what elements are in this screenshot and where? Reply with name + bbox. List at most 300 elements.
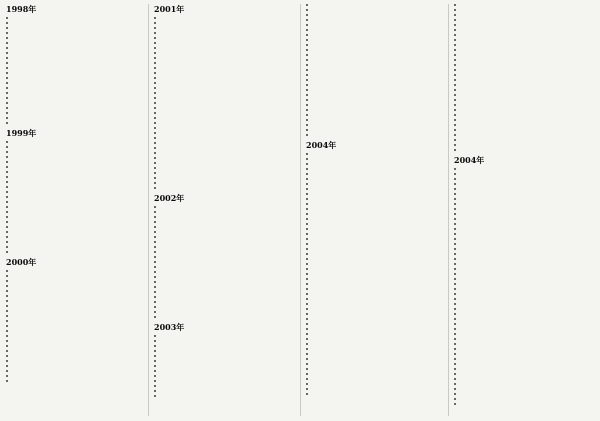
year-heading: 2000年 (6, 257, 37, 267)
bullet-icon (306, 323, 308, 325)
timeline-entry (451, 138, 597, 142)
bullet-icon (454, 39, 456, 41)
bullet-icon (306, 393, 308, 395)
bullet-icon (6, 330, 8, 332)
timeline-entry (451, 23, 597, 27)
bullet-icon (306, 283, 308, 285)
bullet-icon (454, 263, 456, 265)
bullet-icon (306, 353, 308, 355)
timeline-entry (151, 46, 297, 50)
timeline-entry (3, 101, 146, 105)
timeline-entry (3, 96, 146, 100)
bullet-icon (454, 373, 456, 375)
bullet-icon (6, 82, 8, 84)
timeline-entry (3, 274, 146, 278)
bullet-icon (154, 47, 156, 49)
timeline-entry (151, 86, 297, 90)
timeline-entry (303, 83, 446, 87)
timeline-entry (451, 387, 597, 391)
year-section (303, 3, 446, 137)
bullet-icon (454, 273, 456, 275)
timeline-entry (151, 31, 297, 35)
bullet-icon (154, 221, 156, 223)
timeline-entry (303, 103, 446, 107)
timeline-entry (151, 285, 297, 289)
bullet-icon (454, 218, 456, 220)
bullet-icon (454, 14, 456, 16)
bullet-icon (306, 153, 308, 155)
timeline-entry (151, 81, 297, 85)
timeline-entry (151, 121, 297, 125)
timeline-entry (303, 287, 446, 291)
bullet-icon (154, 306, 156, 308)
bullet-icon (454, 278, 456, 280)
timeline-entry (451, 237, 597, 241)
bullet-icon (6, 107, 8, 109)
column-divider (300, 4, 301, 416)
year-section (151, 322, 297, 398)
timeline-entry (3, 86, 146, 90)
timeline-entry (303, 247, 446, 251)
bullet-icon (6, 246, 8, 248)
bullet-icon (154, 77, 156, 79)
bullet-icon (6, 52, 8, 54)
bullet-icon (306, 193, 308, 195)
bullet-icon (154, 355, 156, 357)
bullet-icon (154, 187, 156, 189)
bullet-icon (154, 87, 156, 89)
bullet-icon (154, 206, 156, 208)
bullet-icon (454, 34, 456, 36)
bullet-icon (306, 243, 308, 245)
timeline-entry (3, 329, 146, 333)
bullet-icon (6, 67, 8, 69)
bullet-icon (454, 388, 456, 390)
bullet-icon (454, 328, 456, 330)
timeline-entry (151, 250, 297, 254)
bullet-icon (154, 102, 156, 104)
bullet-icon (306, 163, 308, 165)
timeline-entry (151, 66, 297, 70)
timeline-entry (303, 357, 446, 361)
bullet-icon (6, 92, 8, 94)
timeline-entry (303, 8, 446, 12)
timeline-entry (451, 98, 597, 102)
timeline-entry (451, 8, 597, 12)
bullet-icon (306, 258, 308, 260)
bullet-icon (154, 370, 156, 372)
timeline-entry (303, 317, 446, 321)
timeline-entry (451, 232, 597, 236)
bullet-icon (6, 161, 8, 163)
timeline-entry (303, 257, 446, 261)
timeline-entry (151, 379, 297, 383)
timeline-entry (303, 23, 446, 27)
timeline-entry (151, 56, 297, 60)
timeline-entry (451, 322, 597, 326)
timeline-entry (151, 374, 297, 378)
bullet-icon (6, 57, 8, 59)
timeline-entry (451, 392, 597, 396)
bullet-icon (454, 308, 456, 310)
timeline-entry (451, 192, 597, 196)
bullet-icon (6, 201, 8, 203)
timeline-entry (451, 337, 597, 341)
bullet-icon (154, 281, 156, 283)
bullet-icon (154, 172, 156, 174)
timeline-entry (151, 71, 297, 75)
timeline-entry (151, 394, 297, 398)
timeline-entry (451, 113, 597, 117)
bullet-icon (306, 129, 308, 131)
bullet-icon (454, 49, 456, 51)
timeline-entry (303, 222, 446, 226)
timeline-entry (303, 232, 446, 236)
timeline-entry (451, 18, 597, 22)
timeline-entry (151, 146, 297, 150)
bullet-icon (454, 303, 456, 305)
bullet-icon (154, 17, 156, 19)
bullet-icon (154, 286, 156, 288)
bullet-icon (454, 323, 456, 325)
bullet-icon (454, 333, 456, 335)
bullet-icon (6, 335, 8, 337)
timeline-entry (451, 182, 597, 186)
bullet-icon (306, 223, 308, 225)
timeline-entry (3, 245, 146, 249)
year-heading: 2004年 (454, 155, 485, 165)
timeline-column-1 (3, 3, 146, 417)
bullet-icon (154, 276, 156, 278)
bullet-icon (454, 343, 456, 345)
bullet-icon (154, 350, 156, 352)
timeline-entry (151, 36, 297, 40)
timeline-entry (451, 282, 597, 286)
timeline-entry (151, 151, 297, 155)
bullet-icon (6, 375, 8, 377)
bullet-icon (306, 388, 308, 390)
year-heading: 1998年 (6, 4, 37, 14)
timeline-entry (151, 384, 297, 388)
timeline-entry (3, 165, 146, 169)
bullet-icon (306, 134, 308, 136)
timeline-entry (451, 43, 597, 47)
timeline-entry (3, 111, 146, 115)
bullet-icon (154, 62, 156, 64)
timeline-entry (3, 76, 146, 80)
timeline-entry (451, 53, 597, 57)
timeline-entry (451, 292, 597, 296)
timeline-entry (3, 180, 146, 184)
bullet-icon (6, 166, 8, 168)
timeline-entry (3, 91, 146, 95)
bullet-icon (306, 178, 308, 180)
timeline-entry (451, 28, 597, 32)
bullet-icon (454, 293, 456, 295)
timeline-entry (3, 294, 146, 298)
bullet-icon (306, 213, 308, 215)
bullet-icon (454, 243, 456, 245)
timeline-entry (3, 230, 146, 234)
bullet-icon (454, 383, 456, 385)
timeline-entry (451, 242, 597, 246)
bullet-icon (154, 137, 156, 139)
timeline-entry (151, 96, 297, 100)
timeline-entry (151, 369, 297, 373)
bullet-icon (454, 283, 456, 285)
bullet-icon (306, 89, 308, 91)
bullet-icon (454, 173, 456, 175)
timeline-entry (151, 101, 297, 105)
bullet-icon (154, 42, 156, 44)
bullet-icon (306, 298, 308, 300)
bullet-icon (154, 107, 156, 109)
bullet-icon (154, 301, 156, 303)
timeline-entry (151, 156, 297, 160)
timeline-entry (3, 41, 146, 45)
timeline-entry (451, 38, 597, 42)
bullet-icon (154, 52, 156, 54)
timeline-entry (303, 312, 446, 316)
bullet-icon (454, 233, 456, 235)
bullet-icon (306, 378, 308, 380)
bullet-icon (306, 104, 308, 106)
timeline-entry (451, 212, 597, 216)
timeline-entry (3, 150, 146, 154)
bullet-icon (454, 213, 456, 215)
bullet-icon (154, 57, 156, 59)
timeline-entry (303, 387, 446, 391)
bullet-icon (306, 84, 308, 86)
timeline-entry (303, 212, 446, 216)
timeline-entry (3, 339, 146, 343)
timeline-entry (3, 215, 146, 219)
bullet-icon (454, 368, 456, 370)
timeline-entry (451, 68, 597, 72)
bullet-icon (6, 370, 8, 372)
bullet-icon (306, 109, 308, 111)
bullet-icon (454, 59, 456, 61)
bullet-icon (154, 335, 156, 337)
bullet-icon (454, 168, 456, 170)
timeline-entry (451, 48, 597, 52)
timeline-entry (451, 372, 597, 376)
bullet-icon (6, 305, 8, 307)
bullet-icon (454, 149, 456, 151)
timeline-entry (3, 324, 146, 328)
timeline-entry (451, 202, 597, 206)
timeline-entry (151, 186, 297, 190)
timeline-entry (3, 36, 146, 40)
bullet-icon (6, 141, 8, 143)
bullet-icon (6, 77, 8, 79)
bullet-icon (454, 258, 456, 260)
timeline-entry (151, 349, 297, 353)
bullet-icon (454, 183, 456, 185)
bullet-icon (454, 124, 456, 126)
timeline-entry (151, 305, 297, 309)
timeline-entry (303, 182, 446, 186)
timeline-entry (3, 225, 146, 229)
bullet-icon (306, 203, 308, 205)
bullet-icon (154, 132, 156, 134)
bullet-icon (306, 119, 308, 121)
bullet-icon (6, 32, 8, 34)
bullet-icon (6, 280, 8, 282)
timeline-entry (451, 3, 597, 7)
timeline-entry (451, 123, 597, 127)
bullet-icon (154, 395, 156, 397)
timeline-entry (151, 339, 297, 343)
timeline-entry (303, 292, 446, 296)
timeline-entry (303, 113, 446, 117)
bullet-icon (454, 64, 456, 66)
timeline-entry (3, 374, 146, 378)
bullet-icon (154, 82, 156, 84)
bullet-icon (454, 338, 456, 340)
bullet-icon (6, 216, 8, 218)
bullet-icon (454, 208, 456, 210)
bullet-icon (454, 268, 456, 270)
bullet-icon (6, 122, 8, 124)
timeline-entry (303, 192, 446, 196)
year-section (451, 155, 597, 406)
timeline-entry (151, 91, 297, 95)
bullet-icon (154, 226, 156, 228)
bullet-icon (6, 325, 8, 327)
bullet-icon (154, 72, 156, 74)
bullet-icon (154, 390, 156, 392)
timeline-entry (3, 369, 146, 373)
bullet-icon (154, 117, 156, 119)
bullet-icon (6, 226, 8, 228)
timeline-entry (151, 220, 297, 224)
timeline-entry (151, 161, 297, 165)
timeline-entry (451, 103, 597, 107)
bullet-icon (154, 147, 156, 149)
timeline-column-4 (451, 3, 597, 417)
bullet-icon (454, 188, 456, 190)
bullet-icon (154, 37, 156, 39)
bullet-icon (6, 171, 8, 173)
bullet-icon (154, 316, 156, 318)
timeline-entry (303, 272, 446, 276)
timeline-entry (303, 28, 446, 32)
bullet-icon (154, 385, 156, 387)
timeline-entry (451, 78, 597, 82)
timeline-entry (451, 262, 597, 266)
timeline-entry (303, 98, 446, 102)
timeline-entry (151, 334, 297, 338)
timeline-column-3 (303, 3, 446, 417)
column-divider (148, 4, 149, 416)
timeline-entry (451, 187, 597, 191)
timeline-entry (303, 217, 446, 221)
timeline-entry (3, 309, 146, 313)
timeline-entry (303, 73, 446, 77)
bullet-icon (6, 87, 8, 89)
timeline-entry (303, 332, 446, 336)
bullet-icon (306, 198, 308, 200)
bullet-icon (306, 44, 308, 46)
timeline-entry (151, 141, 297, 145)
timeline-entry (451, 143, 597, 147)
timeline-entry (451, 382, 597, 386)
bullet-icon (6, 206, 8, 208)
timeline-entry (3, 220, 146, 224)
bullet-icon (454, 109, 456, 111)
bullet-icon (6, 47, 8, 49)
timeline-entry (303, 13, 446, 17)
timeline-entry (451, 93, 597, 97)
bullet-icon (306, 218, 308, 220)
timeline-entry (3, 359, 146, 363)
bullet-icon (454, 253, 456, 255)
bullet-icon (454, 99, 456, 101)
bullet-icon (154, 177, 156, 179)
timeline-entry (303, 382, 446, 386)
bullet-icon (454, 313, 456, 315)
bullet-icon (306, 24, 308, 26)
bullet-icon (154, 261, 156, 263)
timeline-entry (303, 227, 446, 231)
bullet-icon (454, 129, 456, 131)
timeline-entry (151, 205, 297, 209)
timeline-entry (3, 116, 146, 120)
bullet-icon (454, 29, 456, 31)
bullet-icon (154, 112, 156, 114)
timeline-entry (303, 367, 446, 371)
bullet-icon (454, 223, 456, 225)
timeline-entry (3, 205, 146, 209)
timeline-entry (3, 160, 146, 164)
bullet-icon (454, 198, 456, 200)
bullet-icon (154, 162, 156, 164)
bullet-icon (454, 193, 456, 195)
timeline-entry (303, 267, 446, 271)
bullet-icon (454, 74, 456, 76)
bullet-icon (306, 338, 308, 340)
timeline-entry (3, 31, 146, 35)
bullet-icon (454, 298, 456, 300)
bullet-icon (6, 290, 8, 292)
bullet-icon (306, 293, 308, 295)
timeline-entry (303, 177, 446, 181)
bullet-icon (154, 266, 156, 268)
timeline-entry (303, 38, 446, 42)
bullet-icon (306, 114, 308, 116)
timeline-entry (451, 287, 597, 291)
timeline-entry (303, 252, 446, 256)
timeline-entry (303, 342, 446, 346)
bullet-icon (306, 19, 308, 21)
bullet-icon (6, 181, 8, 183)
timeline-entry (451, 83, 597, 87)
timeline-entry (451, 347, 597, 351)
timeline-entry (3, 269, 146, 273)
timeline-entry (303, 3, 446, 7)
year-section (303, 140, 446, 396)
bullet-icon (154, 142, 156, 144)
bullet-icon (6, 300, 8, 302)
bullet-icon (154, 365, 156, 367)
bullet-icon (6, 365, 8, 367)
bullet-icon (154, 27, 156, 29)
bullet-icon (6, 310, 8, 312)
timeline-entry (151, 26, 297, 30)
bullet-icon (154, 157, 156, 159)
bullet-icon (154, 380, 156, 382)
